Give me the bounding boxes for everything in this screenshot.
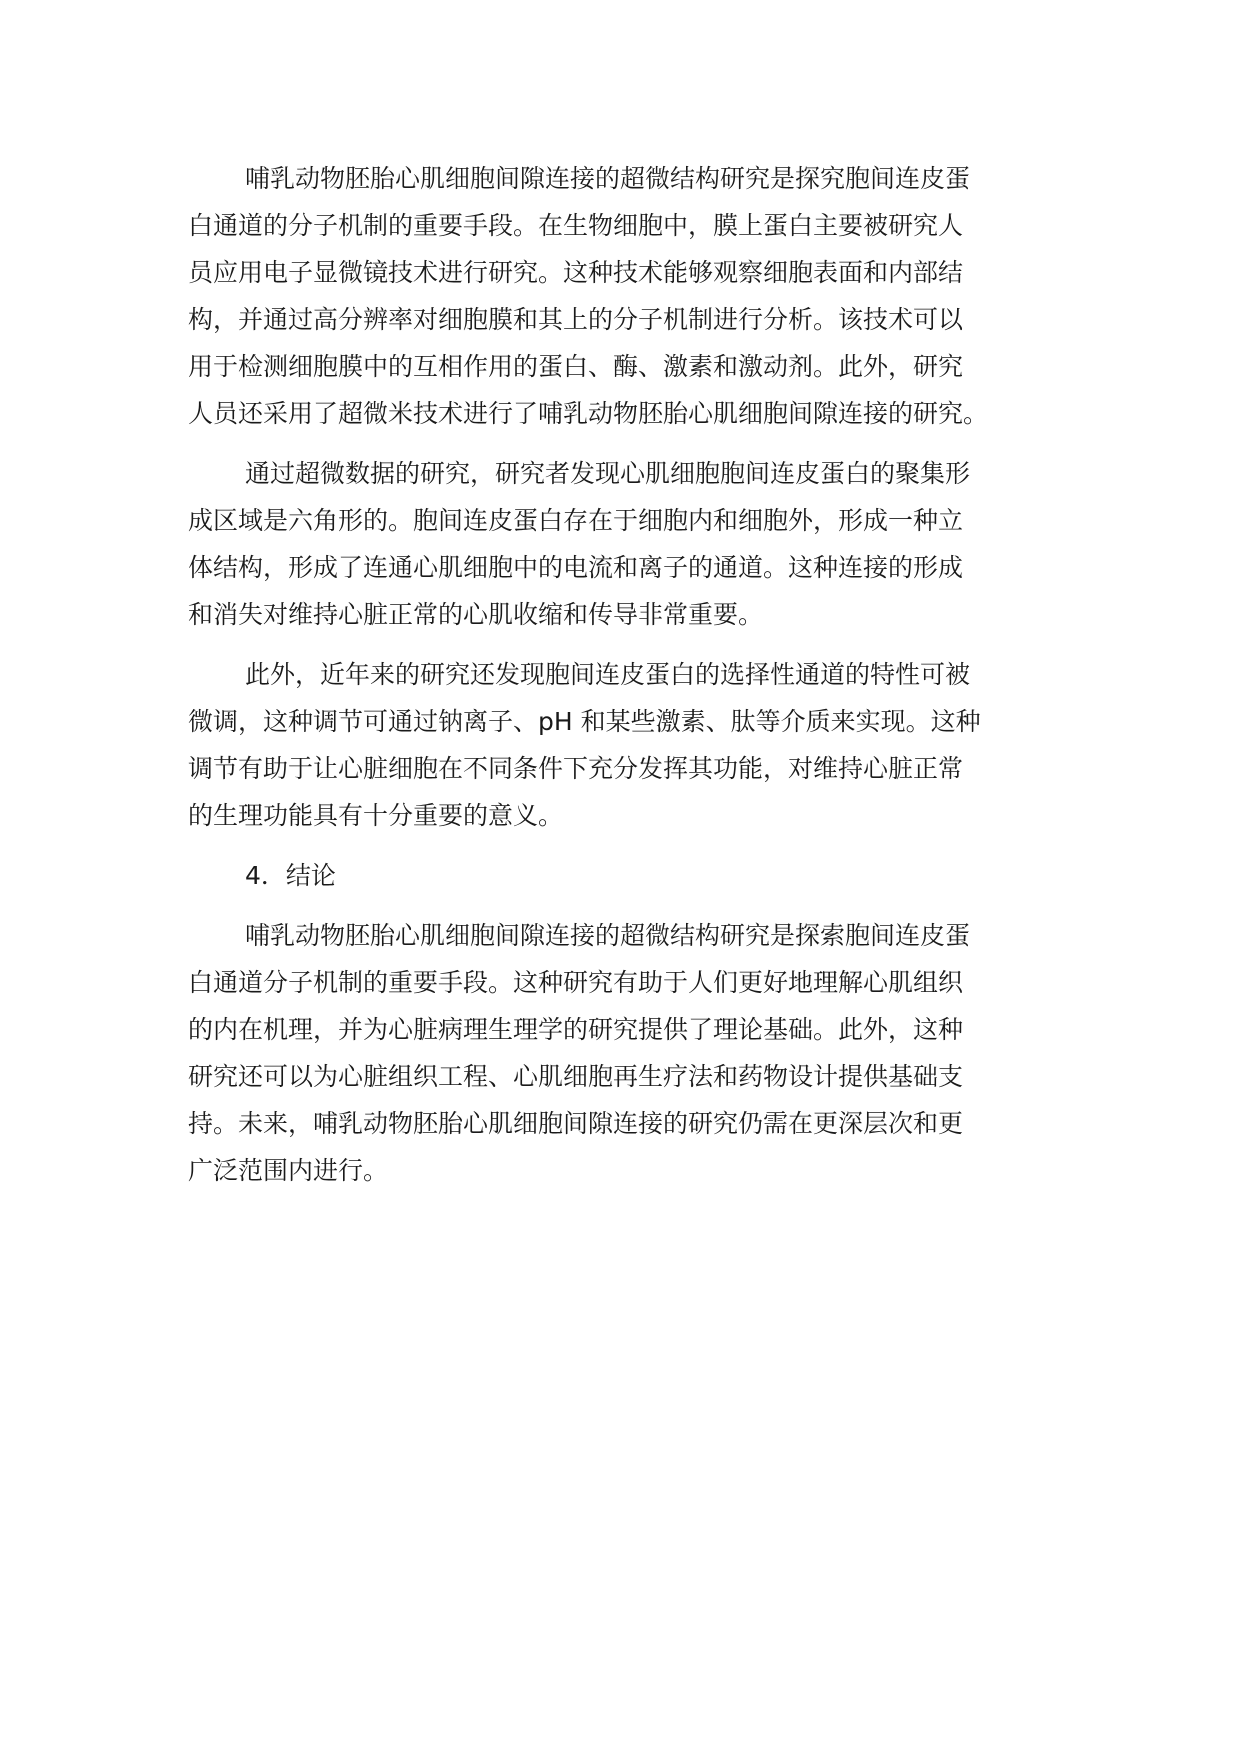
paragraph-spacing [188,437,1068,450]
text-line: 的内在机理，并为心脏病理生理学的研究提供了理论基础。此外，这种 [188,1015,964,1044]
paragraph-channel-regulation [188,651,1068,839]
text-line: 体结构，形成了连通心肌细胞中的电流和离子的通道。这种连接的形成 [188,553,964,582]
text-line: 成区域是六角形的。胞间连皮蛋白存在于细胞内和细胞外，形成一种立 [188,506,964,535]
document-body [188,155,1068,1194]
paragraph-conclusion [188,912,1068,1194]
text-line: 人员还采用了超微米技术进行了哺乳动物胚胎心肌细胞间隙连接的研究。 [188,399,989,428]
section-heading-conclusion [188,852,1068,899]
text-line: 和消失对维持心脏正常的心肌收缩和传导非常重要。 [188,600,764,629]
paragraph-hexagonal-findings [188,450,1068,638]
text-line: 哺乳动物胚胎心肌细胞间隙连接的超微结构研究是探索胞间连皮蛋 [245,921,971,950]
paragraph-ultrastructure-methods [188,155,1068,437]
paragraph-spacing [188,638,1068,651]
text-line: 白通道分子机制的重要手段。这种研究有助于人们更好地理解心肌组织 [188,968,964,997]
text-line: 调节有助于让心脏细胞在不同条件下充分发挥其功能，对维持心脏正常 [188,754,964,783]
paragraph-spacing [188,899,1068,912]
section-heading: 4．结论 [245,861,336,890]
text-line: 构，并通过高分辨率对细胞膜和其上的分子机制进行分析。该技术可以 [188,305,964,334]
text-line: 此外，近年来的研究还发现胞间连皮蛋白的选择性通道的特性可被 [245,660,971,689]
text-line: 广泛范围内进行。 [188,1156,389,1185]
text-line: 微调，这种调节可通过钠离子、pH 和某些激素、肽等介质来实现。这种 [188,707,981,736]
text-line: 员应用电子显微镜技术进行研究。这种技术能够观察细胞表面和内部结 [188,258,964,287]
text-line: 的生理功能具有十分重要的意义。 [188,801,564,830]
paragraph-spacing [188,839,1068,852]
text-line: 研究还可以为心脏组织工程、心肌细胞再生疗法和药物设计提供基础支 [188,1062,964,1091]
text-line: 通过超微数据的研究，研究者发现心肌细胞胞间连皮蛋白的聚集形 [245,459,971,488]
text-line: 白通道的分子机制的重要手段。在生物细胞中，膜上蛋白主要被研究人 [188,211,964,240]
text-line: 用于检测细胞膜中的互相作用的蛋白、酶、激素和激动剂。此外，研究 [188,352,964,381]
text-line: 持。未来，哺乳动物胚胎心肌细胞间隙连接的研究仍需在更深层次和更 [188,1109,964,1138]
text-line: 哺乳动物胚胎心肌细胞间隙连接的超微结构研究是探究胞间连皮蛋 [245,164,971,193]
